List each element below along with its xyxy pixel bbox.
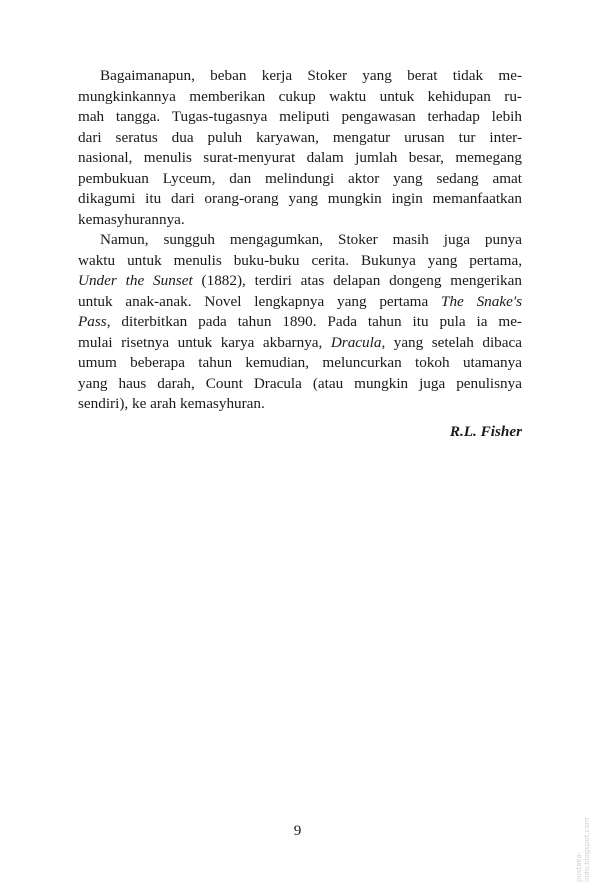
book-title: Under the Sunset (78, 272, 193, 289)
author-signature: R.L. Fisher (449, 423, 522, 440)
text-line (78, 333, 522, 354)
text-line: nasional, menulis surat-menyurat dalam jumlah besar, memegang (78, 149, 522, 166)
text-line: mungkinkannya memberikan cukup waktu untuk kehidupan ru- (78, 87, 522, 105)
text-run: , diterbitkan pada tahun 1890. Pada tahun itu pula ia me- (106, 313, 522, 330)
text-line: Namun, sungguh mengagumkan, Stoker masih juga punya (100, 231, 522, 248)
text-line (78, 271, 522, 292)
text-line (78, 312, 522, 333)
text-line: waktu untuk menulis buku-buku cerita. Bukunya yang pertama, (78, 251, 522, 269)
book-title: The Snake's (441, 292, 522, 310)
text-line: sendiri), ke arah kemasyhuran. (78, 395, 265, 412)
text-line: dikagumi itu dari orang-orang yang mungkin ingin memanfaatkan (78, 190, 522, 207)
text-line (78, 292, 522, 313)
text-run: (1882), terdiri atas delapan dongeng mengerikan (192, 272, 522, 289)
text-line: pembukuan Lyceum, dan melindungi aktor yang sedang amat (78, 169, 522, 187)
text-run: untuk anak-anak. Novel lengkapnya yang pertama (78, 292, 442, 310)
text-line: mah tangga. Tugas-tugasnya meliputi pengawasan terhadap lebih (78, 108, 522, 125)
text-line: umum beberapa tahun kemudian, meluncurkan tokoh utamanya (78, 354, 522, 371)
text-line: kemasyhurannya. (78, 210, 185, 228)
text-line: dari seratus dua puluh karyawan, mengatur urusan tur inter- (78, 128, 522, 146)
paragraph-2 (78, 230, 522, 415)
text-line: Bagaimanapun, beban kerja Stoker yang berat tidak me- (100, 67, 522, 84)
text-run: mulai risetnya untuk karya akbarnya, (78, 333, 331, 351)
side-watermark: pustaka-indo.blogspot.com (575, 817, 591, 882)
text-line: yang haus darah, Count Dracula (atau mungkin juga penulisnya (78, 374, 522, 392)
text-run: , yang setelah dibaca (381, 333, 522, 351)
page-number: 9 (293, 822, 302, 839)
book-title: Pass (78, 313, 107, 330)
body-text (78, 66, 522, 415)
book-title: Dracula (330, 333, 382, 351)
paragraph-1 (78, 66, 522, 230)
